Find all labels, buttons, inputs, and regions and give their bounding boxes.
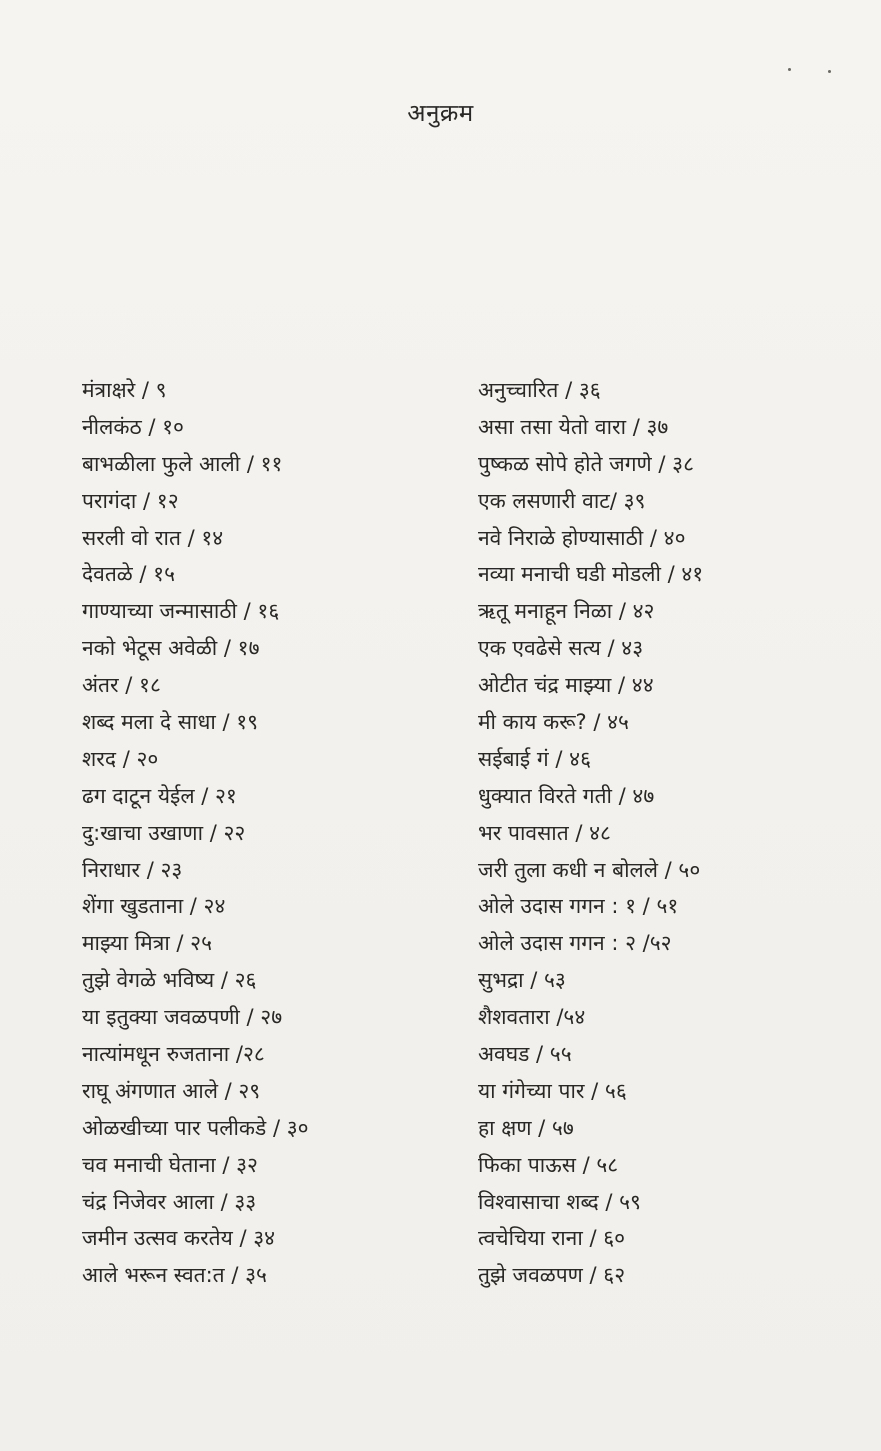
toc-entry: नको भेटूस अवेळी / १७: [82, 636, 260, 661]
toc-entry: आले भरून स्वत:त / ३५: [82, 1263, 267, 1288]
toc-entry: दु:खाचा उखाणा / २२: [82, 820, 246, 845]
toc-entry: देवतळे / १५: [82, 562, 176, 587]
toc-entry: माझ्या मित्रा / २५: [82, 931, 213, 956]
toc-entry: धुक्यात विरते गती / ४७: [478, 783, 655, 808]
toc-entry: शरद / २०: [82, 746, 159, 771]
toc-entry: नीलकंठ / १०: [82, 414, 184, 439]
toc-entry: ओले उदास गगन : २ /५२: [478, 931, 672, 956]
toc-entry: गाण्याच्या जन्मासाठी / १६: [82, 599, 280, 624]
toc-entry: या इतुक्या जवळपणी / २७: [82, 1005, 283, 1030]
toc-entry: हा क्षण / ५७: [478, 1115, 574, 1140]
toc-entry: या गंगेच्या पार / ५६: [478, 1078, 627, 1103]
toc-entry: विश्वासाचा शब्द / ५९: [478, 1189, 641, 1214]
toc-entry: मंत्राक्षरे / ९: [82, 378, 167, 402]
toc-entry: एक एवढेसे सत्य / ४३: [478, 636, 644, 661]
toc-right-column: [478, 372, 858, 1294]
toc-entry: जमीन उत्सव करतेय / ३४: [82, 1226, 276, 1251]
toc-entry: राघू अंगणात आले / २९: [82, 1078, 261, 1103]
toc-entry: नात्यांमधून रुजताना /२८: [82, 1042, 265, 1067]
toc-entry: त्वचेचिया राना / ६०: [478, 1226, 626, 1251]
toc-entry: अनुच्चारित / ३६: [478, 378, 601, 402]
toc-entry: शेंगा खुडताना / २४: [82, 894, 226, 919]
toc-entry: भर पावसात / ४८: [478, 820, 611, 845]
toc-entry: ऋतू मनाहून निळा / ४२: [478, 599, 655, 624]
toc-entry: एक लसणारी वाट/ ३९: [478, 488, 646, 513]
toc-entry: अवघड / ५५: [478, 1042, 572, 1067]
toc-entry: फिका पाऊस / ५८: [478, 1152, 619, 1177]
toc-left-column: [82, 372, 462, 1294]
toc-entry: नवे निराळे होण्यासाठी / ४०: [478, 525, 686, 550]
toc-entry: परागंदा / १२: [82, 488, 179, 513]
toc-entry: ढग दाटून येईल / २१: [82, 783, 237, 808]
toc-entry: तुझे वेगळे भविष्य / २६: [82, 968, 257, 993]
toc-entry: बाभळीला फुले आली / ११: [82, 451, 283, 476]
page-title: अनुक्रम: [407, 99, 474, 127]
toc-entry: शैशवतारा /५४: [478, 1005, 586, 1030]
toc-entry: सरली वो रात / १४: [82, 525, 224, 550]
toc-entry: नव्या मनाची घडी मोडली / ४१: [478, 562, 704, 587]
toc-entry: निराधार / २३: [82, 857, 183, 882]
toc-entry: तुझे जवळपण / ६२: [478, 1263, 626, 1288]
toc-entry: अंतर / १८: [82, 673, 161, 698]
toc-entry: मी काय करू? / ४५: [478, 710, 629, 735]
paper-specks: [788, 64, 848, 74]
toc-entry: चंद्र निजेवर आला / ३३: [82, 1189, 257, 1214]
toc-entry: शब्द मला दे साधा / १९: [82, 710, 259, 735]
toc-entry: ओळखीच्या पार पलीकडे / ३०: [82, 1115, 309, 1140]
paper-speck: [828, 70, 831, 73]
toc-entry: सईबाई गं / ४६: [478, 746, 592, 771]
toc-entry: ओले उदास गगन : १ / ५१: [478, 894, 679, 919]
paper-speck: [788, 68, 791, 71]
toc-entry: ओटीत चंद्र माझ्या / ४४: [478, 673, 654, 698]
toc-entry: जरी तुला कधी न बोलले / ५०: [478, 857, 701, 882]
toc-entry: असा तसा येतो वारा / ३७: [478, 414, 669, 439]
toc-entry: चव मनाची घेताना / ३२: [82, 1152, 258, 1177]
toc-entry: पुष्कळ सोपे होते जगणे / ३८: [478, 451, 695, 476]
toc-entry: सुभद्रा / ५३: [478, 968, 566, 993]
